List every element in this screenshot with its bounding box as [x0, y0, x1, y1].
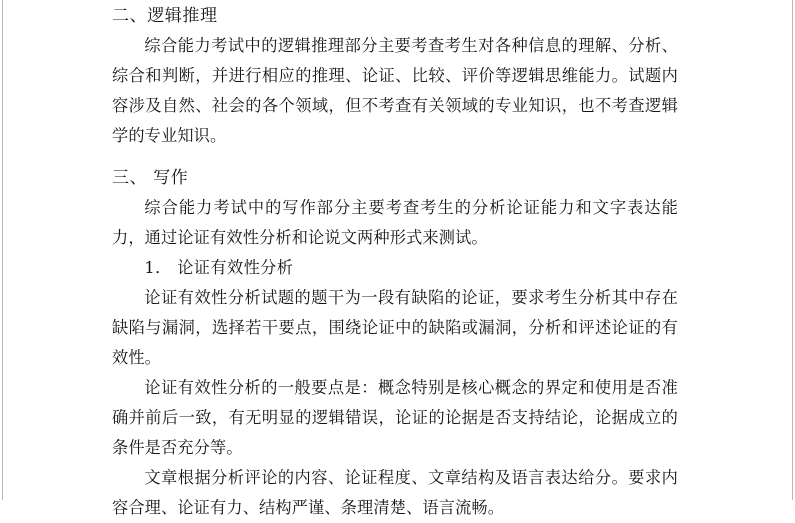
section-heading-writing: 三、 写作	[112, 168, 189, 188]
page-border-right	[792, 0, 793, 500]
section-heading-logic: 二、逻辑推理	[112, 6, 218, 26]
page-border-left	[2, 0, 3, 500]
document-body	[112, 0, 678, 523]
paragraph-scoring-criteria: 文章根据分析评论的内容、论证程度、文章结构及语言表达给分。要求内容合理、论证有力、结构严谨、条理清楚、语言流畅。	[112, 468, 678, 517]
paragraph-argument-validity-points: 论证有效性分析的一般要点是：概念特别是核心概念的界定和使用是否准确并前后一致，有无明显的逻辑错误，论证的论据是否支持结论，论据成立的条件是否充分等。	[112, 378, 678, 457]
paragraph-argument-validity-description: 论证有效性分析试题的题干为一段有缺陷的论证，要求考生分析其中存在缺陷与漏洞，选择若干要点，围绕论证中的缺陷或漏洞，分析和评述论证的有效性。	[112, 288, 678, 367]
subheading-argument-validity: 1． 论证有效性分析	[144, 258, 294, 277]
paragraph-logic-overview: 综合能力考试中的逻辑推理部分主要考查考生对各种信息的理解、分析、综合和判断，并进行相应的推理、论证、比较、评价等逻辑思维能力。试题内容涉及自然、社会的各个领域，但不考查有关领域的专业知识，也不考查逻辑学的专业知识。	[112, 36, 678, 145]
paragraph-writing-overview: 综合能力考试中的写作部分主要考查考生的分析论证能力和文字表达能力，通过论证有效性分析和论说文两种形式来测试。	[112, 198, 678, 247]
